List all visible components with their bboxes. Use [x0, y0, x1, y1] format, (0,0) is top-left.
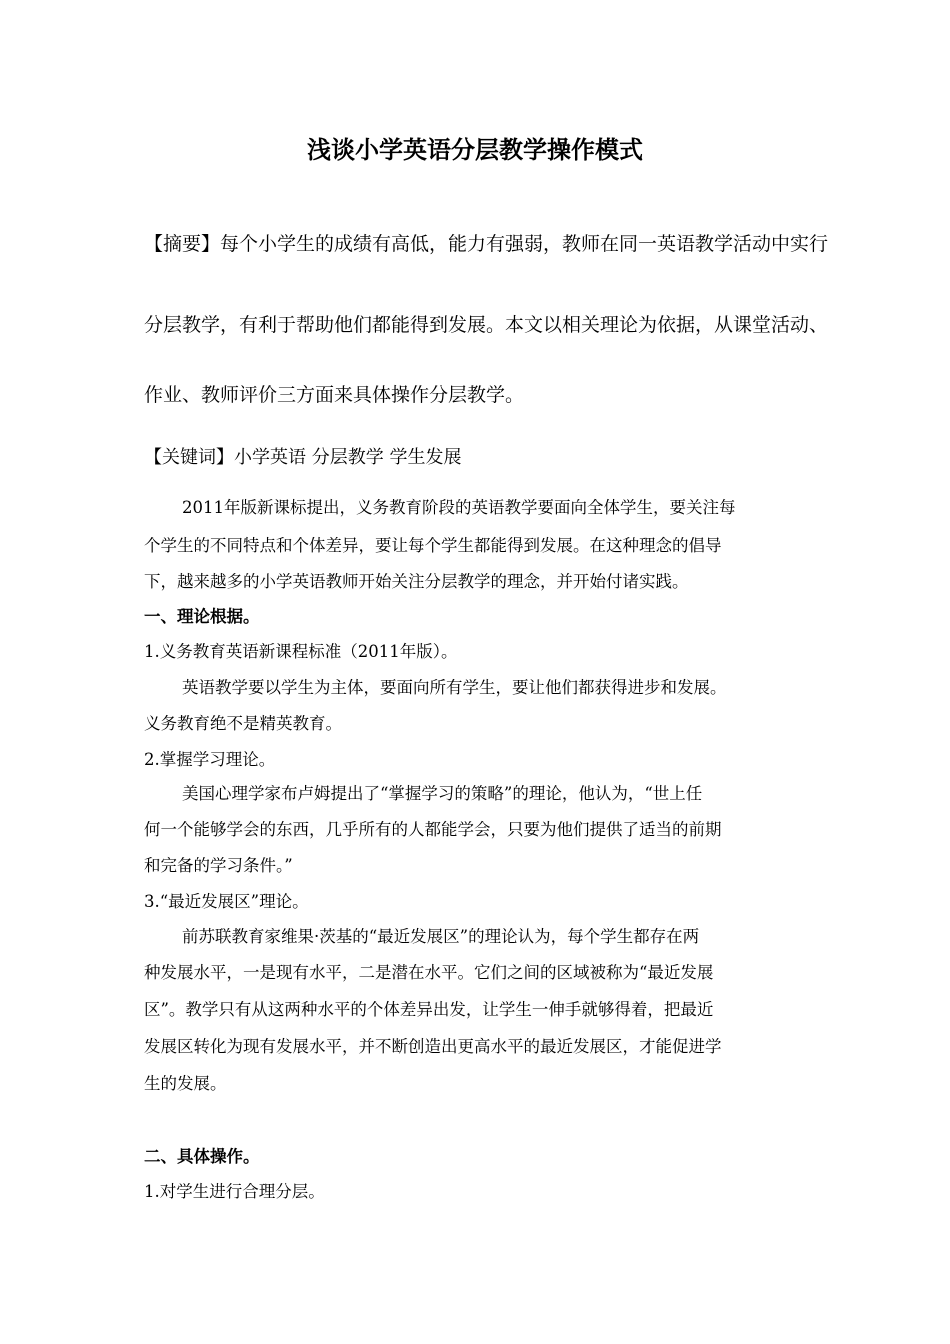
- section-1-item-3-text-5: 生的发展。: [144, 1074, 227, 1093]
- section-1-item-1: 1.义务教育英语新课程标准（2011年版）。: [144, 642, 458, 661]
- document-title: 浅谈小学英语分层教学操作模式: [307, 136, 643, 164]
- section-1-heading: 一、理论根据。: [144, 607, 260, 626]
- section-1-item-2: 2.掌握学习理论。: [144, 750, 276, 769]
- section-1-item-1-text-2: 义务教育绝不是精英教育。: [144, 714, 342, 733]
- section-1-item-3: 3.“最近发展区”理论。: [144, 892, 309, 911]
- section-2-item-1: 1.对学生进行合理分层。: [144, 1182, 325, 1201]
- section-1-item-2-text-1: 美国心理学家布卢姆提出了“掌握学习的策略”的理论，他认为，“世上任: [182, 784, 703, 803]
- section-1-item-3-text-4: 发展区转化为现有发展水平，并不断创造出更高水平的最近发展区，才能促进学: [144, 1037, 722, 1056]
- abstract-line-3: 作业、教师评价三方面来具体操作分层教学。: [144, 384, 525, 406]
- keywords-line: 【关键词】小学英语 分层教学 学生发展: [144, 447, 462, 468]
- section-1-item-2-text-2: 何一个能够学会的东西，几乎所有的人都能学会，只要为他们提供了适当的前期: [144, 820, 722, 839]
- section-2-heading: 二、具体操作。: [144, 1147, 260, 1166]
- intro-line-1: 2011年版新课标提出，义务教育阶段的英语教学要面向全体学生，要关注每: [182, 498, 736, 517]
- intro-line-3: 下，越来越多的小学英语教师开始关注分层教学的理念，并开始付诸实践。: [144, 572, 689, 591]
- abstract-line-2: 分层教学，有利于帮助他们都能得到发展。本文以相关理论为依据，从课堂活动、: [144, 314, 829, 336]
- section-1-item-3-text-3: 区”。教学只有从这两种水平的个体差异出发，让学生一伸手就够得着，把最近: [144, 1000, 714, 1019]
- section-1-item-3-text-1: 前苏联教育家维果·茨基的“最近发展区”的理论认为，每个学生都存在两: [182, 927, 700, 946]
- intro-line-2: 个学生的不同特点和个体差异，要让每个学生都能得到发展。在这种理念的倡导: [144, 536, 722, 555]
- section-1-item-3-text-2: 种发展水平，一是现有水平，二是潜在水平。它们之间的区域被称为“最近发展: [144, 963, 714, 982]
- section-1-item-2-text-3: 和完备的学习条件。”: [144, 856, 293, 875]
- section-1-item-1-text-1: 英语教学要以学生为主体，要面向所有学生，要让他们都获得进步和发展。: [182, 678, 727, 697]
- abstract-line-1: 【摘要】每个小学生的成绩有高低，能力有强弱，教师在同一英语教学活动中实行: [144, 233, 829, 255]
